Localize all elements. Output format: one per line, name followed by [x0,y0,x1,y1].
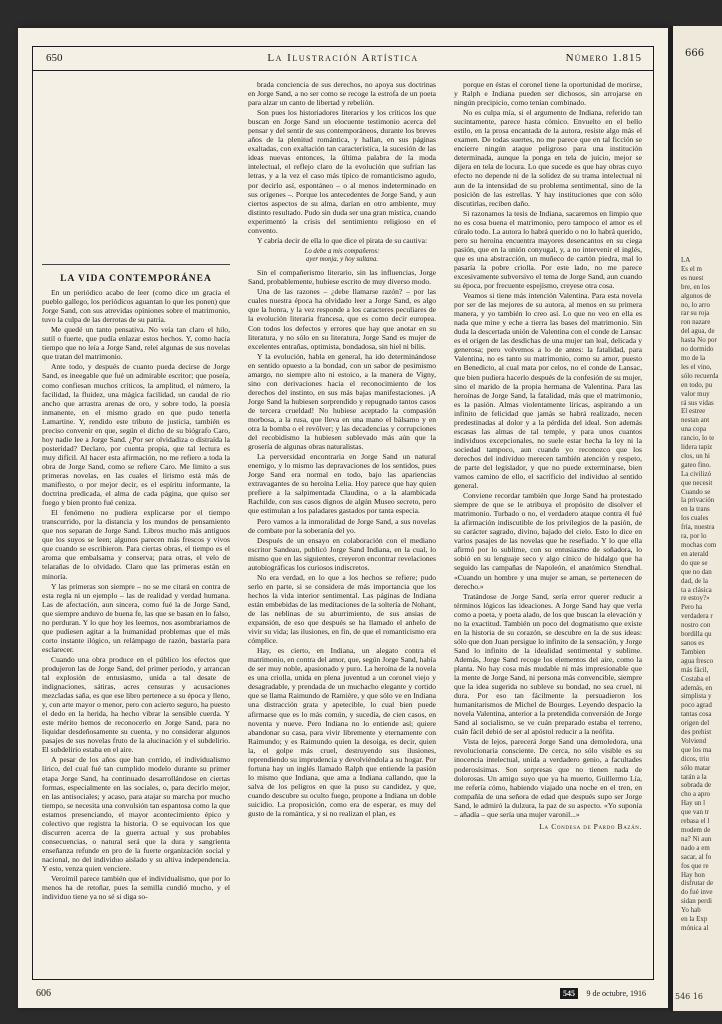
verse-line-2: ayer monja, y hoy sultana. [305,256,379,264]
paragraph: No era verdad, en lo que a los hechos se refiere; pudo serlo en parte, si se considera de más importancia que los hechos la vida interior sentimental. Las páginas de Indiana están embebidas de las meditaciones de la soltería de Nohant, de las neblinas de su aburrimiento, de sus ansias de expansión, de eso que después se ha llamado el anhelo de vivir su vida; las ilusiones, en fin, de que el romanticismo era cómplice. [248,572,436,646]
verse-line-1: Lo debe a mis compañeros: [304,247,380,255]
text-fragment: les el vino, [681,362,712,371]
paragraph: La perversidad encontraria en Jorge Sand un natural enemigo, y lo mismo las depravaciones de los sentidos, pues Jorge Sand era normal en todo, bajo las apariencias extravagantes de su heroína Lelia. Hoy parece que hay quien prefiere a la salpimentada Claudina, o a la alambicada Rachilde, con sus casos dignos de algún Museo secreto, pero que estimulan a los paladares gastados por tanta especia. [248,452,436,516]
text-fragment: Hay un l [681,799,706,808]
paragraph: En un periódico acabo de leer (como dice un gracia el pueblo gallego, los periódicos aguantan lo que les ponen) que Jorge Sand, con sus atrevidas opiniones sobre el matrimonio, tuvo la culpa de las derrotas de su patria. [42,288,230,325]
adjacent-page-text [681,256,722,1011]
paragraph: Vista de lejos, parecerá Jorge Sand una demoledora, una revolucionaria consciente. De cerca, no sólo visible es su inocencia intelectual, unida a verdadero genio, a facultades poderosísimas. Son sorpresas que no tienen nada de dolorosas. Un amigo suyo que ya ha muerto, Guillermo Lía, me refería cómo, habiendo viajado una noche en el tren, en compañía de una señora de edad que después supo ser Jorge Sand, le admiró la dulzura, la paz de su aspecto. «Yo suponía – añadía – que sería una mujer varonil...» [454,737,642,819]
footer-page-number: 606 [36,988,51,999]
text-fragment: Pero ha [681,603,703,612]
text-fragment: clos, un hi [681,451,710,460]
column-2 [248,80,436,970]
text-fragment: La civilizó [681,469,712,478]
paragraph: Son pues los historiadores literarios y los críticos los que buscan en Jorge Sand un elocuente testimonio acerca del pensar y del sentir de sus contemporáneos, durante los breves años de la plenitud romántica, y hallan, en sus páginas exaltadas, con exaltación tan característica, la sucesión de las ideas nuevas entonces, la última palabra de la moda intelectual, el reflejo claro de la evolución que sufrían las letras, y a la vez el caso más típico de romanticismo agudo, por decirlo así, espontáneo – o al menos indeterminado en sus orígenes –. Porque los antecedentes de Jorge Sand, y aun ciertos aspectos de su alma, darían en otro ambiente, muy distinto resultado. Pudo sin duda ser una gran mística, cuando experimentó la crisis del sentimiento religioso en el convento. [248,108,436,235]
paragraph: Y la evolución, habla en general, ha ido determinándose en sentido opuesto a la bondad, con un sabor de pesimismo amargo, no siempre alto ni estoico, a la manera de Vigny, sino con derivaciones hacia el reconocimiento de los derechos del instinto, en sus más bajas manifestaciones. ¡A Jorge Sand la hubiesen sorprendido y repugnado tantos casos de tercera crueldad! No hubiese aceptado la compasión morbosa, a la rusa, que lleva en una mano el bálsamo y en otra la bomba o el revólver; y las decadencias y corrupciones del recobidismo la hubiesen sublevado más aún que la grosería de algunas obras naturalistas. [248,351,436,452]
adjacent-page-number: 666 [685,48,705,59]
paragraph: Hay, es cierto, en Indiana, un alegato contra el matrimonio, en contra del amor, que, según Jorge Sand, había de ser muy noble, apasionado y puro. La heroína de la novela es una criolla, unida en plena juventud a un coronel viejo y desagradable, y prendada de un muchacho elegante y cortido que se llama Raimundo de Ramière, y que sólo ve en Indiana una distracción grata y apetecible, lo cual bien puede afirmarse que es lo más común, y sucedía, de cien casos, en noventa y nueve. Pero Indiana no lo entiende así; quiere abandonar su casa, para vivir libremente y eternamente con Raimundo; y es Raimundo quien la desoiga, es decir, quien la, el golpe más cruel, destruyendo sus ilusiones, reprendiendo su imprudencia y devolviéndola a su hogar. Por fortuna hay un inglés llamado Ralph que entiende la pasión lo mismo que Indiana, que ama a Indiana callando, que la salva de los peligros en que la puso su candidez, y que, cuando descubre su oculto fuego, propone a Indiana un doble suicidio. La proposición, como era de esperar, es muy del gusto de la romántica, y si no realizan el plan, es [248,646,436,819]
text-fragment: nestan ant [681,416,710,425]
footer-date: 9 de octubre, 1916 [586,989,646,998]
header-rule [32,70,654,71]
text-fragment: poco agrad [681,701,712,710]
text-fragment: sólo recuerda [681,371,719,380]
footer-badge: 545 [560,988,578,999]
text-fragment: tarán a la [681,772,707,781]
column-3-text [454,80,642,819]
text-fragment: que los ma [681,745,712,754]
section-title: LA VIDA CONTEMPORÁNEA [60,274,212,284]
paragraph: Ante todo, y después de cuanto pueda decirse de Jorge Sand, es ineegable que fué un admirable escritor; que poseía, como confiesan muchos críticos, la amplitud, el número, la facilidad, la fluidez, una mágica facilidad, un caudal de río ancho que arrastra arenas de oro, y sobre todo, la poesía inmanente, en el mismo grado en que pudo tenerla Lamartine. Y, rendido este tributo de justicia, también es preciso convenir en que, según el dicho de su biógrafo Caro, hoy nadie lee a Jorge Sand. ¿Por ser olvidadiza o distraída la posteridad? Declaro, por cuenta propia, que tal lectura es muy difícil. Al hacer esta afirmación, no me refiero a toda la obra de Jorge Sand, como se refiere Caro. Me limito a sus primeras novelas, en las cuales el lirismo está más de manifiesto, o por mejor decir, es el espíritu informante, la doctrina predicada, el alma de cada página, que quiso ser fuego y bien pronto fué ceniza. [42,362,230,508]
text-fragment: Yo hab [681,906,701,915]
text-fragment: rar su roja [681,309,710,318]
text-fragment: que necesit [681,478,713,487]
blank-space [42,80,230,260]
paragraph: Veroímil parece también que el individualismo, que por lo menos ha de retoñar, pues la semilla cundió mucho, y el individuo tiene ya no sé si diga so- [42,874,230,902]
text-fragment: sacar, al fo [681,852,712,861]
text-fragment: ra, por lo [681,532,707,541]
text-fragment: dicos, triu [681,754,709,763]
text-fragment: tantas cosa [681,710,712,719]
text-fragment: más fácil, [681,665,709,674]
text-fragment: lidera tapiz [681,443,713,452]
text-fragment: bordilla qu [681,630,712,639]
text-fragment: simplista y [681,692,712,701]
verse-quote [248,248,436,264]
text-fragment: rebasa el l [681,817,710,826]
paragraph: Conviene recordar también que Jorge Sand ha protestado siempre de que se le atribuya el propósito de disolver el matrimonio. Turbado o no, el verdadero ataque contra él fué la afirmación indiscutible de los privilegios de la pasión, de su carácter sagrado, divino, bajado del cielo. Esto lo dice en varios pasajes de las novelas que he resefiado. Y lo que ella afirmó por lo sublime, con su entusiasmo de soñadora, lo sobió en su lenguaje seco y algo cínico de hidalgo que ha seguido las campañas de Napoleón, el anatómico Stendhal. «Cuando un hombre y una mujer se aman, se pertenecen de derecho.» [454,491,642,591]
text-fragment: modem de [681,826,711,834]
paragraph: Veamos si tiene más intención Valentina. Para esta novela por ser de las mejores de su autora, al menos en su primera manera, y yo también lo creo así. Lo que no veo en ella es nada que mine y eche a tierra las bases del matrimonio. Sin duda la descertada unión de Valentina con el conde de Lansac es el origen de las desdichas de una mujer tan leal, delicada y generosa; pero volvemos a lo de antes: la fatalidad, para Valentina, no es tanto su matrimonio, como su amor, puesto en Benedicto, al cual mata por celos, no el conde de Lansac, que bien pudiera hacerlo después de la confesión de su mujer, sino el marido de la propia hermana de Valentina. Para las heroínas de Jorge Sand, la fatalidad, más que el matrimonio, es la pasión. Almas violentamente líricas, aspirando a un infinito de felicidad que jamás se habrá realizado, necen predestinadas al dolor y a la pérdida del ideal. Son además escasas las almas de tal temple, y para unos cuantos individuos excepcionales, no suele estar hecha la ley ni la sociedad tampoco, aun cuando yo reconozco que los derechos del individuo merecen también atención y respeto, de parte del legislador, y que no puede exterminarse, bien vamos camino de ello, el sacrificio del individuo al sentido general. [454,291,642,491]
text-fragment: una copa [681,425,707,434]
text-fragment: Volviend [681,736,707,745]
paragraph: Después de un ensayo en colaboración con el mediano escritor Sandeau, publicó Jorge Sand Indiana, en la cual, lo mismo que en las siguientes, creyeron encontrar revelaciones autobiográficas los curiosos indiscretos. [248,535,436,572]
text-fragment: Cuando se [681,487,711,496]
text-fragment: los cuales [681,514,709,523]
adjacent-page [670,26,722,1011]
text-fragment: hasta No por [681,336,717,345]
text-fragment: mónica al [681,923,709,932]
text-fragment: na? Ni aun [681,834,712,843]
paragraph: Una de las razones – ¿debe llamarse razón? – por las cuales nuestra época ha olvidado leer a Jorge Sand, es algo que la honra, y la vez responde a los caracteres peculiares de la evolución literaria francesa, que es como decir europea. Con todos los defectos y errores que hay que anotar en su literatura, y no sólo en su literatura, Jorge Sand es mujer de excelentes entrañas, optimista, bondadosa, sin hiel ni bilis. [248,287,436,351]
paragraph: Y cabría decir de ella lo que dice el pirata de su cautiva: [257,235,428,245]
text-fragment: en la Exp [681,915,708,924]
text-fragment: cho a apro [681,790,711,799]
text-fragment: no dormido [681,345,714,354]
text-fragment: fría, nuestra [681,523,715,532]
magazine-page [18,28,668,1008]
text-fragment: sidan perdi [681,897,712,906]
text-fragment: LA [681,256,691,264]
text-fragment: no, lo arro [681,300,710,309]
paragraph: El fenómeno no pudiera explicarse por el tiempo transcurrido, por la distancia y los mundos de pensamiento que nos separan de Jorge Sand. Libros mucho más antiguos que los suyos se leen; algunos parecen más frescos y vivos que cuando se escribieron. Para ciertas obras, el tiempo es el aroma que embalsama y conserva; para otras, el velo de telarañas de lo olvidado. Claro que las primeras están en minoría. [42,508,230,581]
text-fragment: agua fresco [681,656,714,665]
paragraph: Pero vamos a la inmoralidad de Jorge Sand, a sus novelas de combate por la soberanía del yo. [248,516,436,535]
header-page-number: 650 [46,52,63,64]
text-fragment: mo de la [681,353,706,362]
author-signature: La Condesa de Pardo Bazán. [539,821,642,831]
column-2-text-a [248,80,436,245]
text-fragment: mochas com [681,541,717,549]
text-fragment: nostro con [681,621,711,630]
column-2-text-b [248,268,436,818]
column-1-text [42,288,230,901]
paragraph: A pesar de los años que han corrido, el individualismo lírico, del cual fué tan cumplido modelo durante su primer etapa Jorge Sand, ha continuado desarrollándose en ciertas formas, especialmente en las sociales, o, para decirlo mejor, en las antisociales; y acaso, para atajar su marcha por mucho tiempo, se necesita una convulsión tan espantosa como la que estamos presenciando, el mayor acontecimiento épico y colectivo que registra la historia. O se equivocan los que discurren acerca de la guerra actual y sus probables consecuencias, o natural será que la dura y sangrienta enseñanza refunde en pro de la fuerte organización social y nacional, no del individuo aislado y su altiva independencia. Y esto, venza quien venciere. [42,755,230,873]
text-fragment: rancio, lo te [681,434,715,443]
paragraph: porque en éstas el coronel tiene la oportunidad de morirse, y Ralph e Indiana pueden ser dichosos, sin arrojarse en ningún precipicio, como tenían combinado. [454,80,642,108]
text-fragment: gateo fino. [681,460,711,469]
text-fragment: Costaba el [681,674,711,683]
text-fragment: re estoy?» [681,594,710,603]
text-fragment: además, en [681,683,713,692]
text-fragment: sólo matar [681,763,711,772]
text-fragment: dad, de la [681,576,709,585]
paragraph: No es culpa mía, si el argumento de Indiana, referido tan sucintamente, parece hasta cómico. Envuelto en el bello estilo, en la prosa encantada de la autora, resiste algo más el examen. De todas suertes, no me parece que en tal ficción se encierre ningún ataque peligroso para una institución determinada, aunque la ponga en tela de juicio, mejor se dijera en tela de locura. Lo que sucede es que hay obras cuyo efecto no depende ni de la solidez de su trama intelectual ni aun de la intensidad de su problema sentimental, sino de la posición de las estrellas. Y hay instituciones que con sólo discutirlas, reciben daño. [454,108,642,208]
text-fragment: Hay hon [681,870,705,879]
adjacent-footer-date: 16 [692,992,704,1001]
text-fragment: sobrada de [681,781,712,790]
text-fragment: sanos es [681,638,705,647]
paragraph: Y las primeras son siempre – no se me citará en contra de esta regla ni un ejemplo – las de realidad y verdad humana. Las de afectación, aun sincera, como fué la de Jorge Sand, que siempre anduvo de buena fe, las que se basan en lo falso, no perduran. Y lo que hoy les leemos, nos asombrariamos de que pudiesen agitar a la humanidad problemas que el más corto instante ilógico, un relámpago de razón, bastaría para esclarecer. [42,581,230,654]
text-fragment: origen del [681,719,710,728]
text-fragment: valor muy [681,389,710,398]
text-fragment: Tambien [681,647,706,656]
text-fragment: do fué inve [681,888,713,897]
header-issue-number: Número 1.815 [565,52,642,64]
text-fragment: bre, en los [681,282,710,291]
adjacent-footer-badge: 546 [675,992,691,1001]
text-fragment: verdadera r [681,612,713,621]
text-fragment: del agua, de [681,327,715,336]
text-fragment: en la trans [681,505,710,514]
text-fragment: que no dan [681,567,712,576]
text-fragment: fos que re [681,861,709,870]
text-fragment: ron nazare [681,318,711,327]
text-fragment: Es el m [681,264,702,273]
article-columns [42,80,646,970]
section-divider [42,264,230,265]
text-fragment: nado a em [681,843,710,852]
text-fragment: es nuest [681,273,704,282]
paragraph: Me quedé un tanto pensativa. No veía tan claro el hilo, sutil o fuerte, que pudía enlazar estos hechos. Y, como hacía tiempo que no leía a Jorge Sand, releí algunas de sus novelas que tratan del matrimonio. [42,325,230,362]
text-fragment: en todo, pu [681,380,713,389]
paragraph: brada conciencia de sus derechos, no apoya sus doctrinas en Jorge Sand, a no ser como se recoge la estrofa de un poeta para alzar un canto de libertad y rebelión. [248,80,436,108]
text-fragment: des prehist [681,728,712,737]
column-1 [42,80,230,970]
text-fragment: El estree [681,407,706,416]
adjacent-page-footer [675,992,703,1001]
column-3 [454,80,642,970]
text-fragment: do que se [681,558,708,567]
running-header [38,50,648,68]
text-fragment: la privación [681,496,715,505]
paragraph: Sin el compañerismo literario, sin las influencias, Jorge Sand, probablemente, hubiese escrito de muy diverso modo. [248,268,436,287]
text-fragment: que van tr [681,808,709,817]
text-fragment: disfrutar de [681,879,714,888]
paragraph: Si razonamos la tesis de Indiana, sacaremos en limpio que no es cosa buena el matrimonio, pero tampoco el amor es el cúralo todo. La autora lo habrá querido o no lo habrá querido, pero su heroína encuentra mayores desencantos en su ciega pasión, que en la unión conyugal, y, a no intervenir el inglés, que es una abstracción, un muñeco de cartón piedra, mal lo pasaría la pobre criolla. Por este lado, no me parece excesivamente subversivo el tema de Jorge Sand, aun cuando su época, por frecuente espejismo, creyese otra cosa. [454,208,642,291]
text-fragment: en aterald [681,549,709,558]
text-fragment: rá sus vidas [681,398,714,407]
paragraph: Tratándose de Jorge Sand, sería error querer reducir a términos lógicos las ideaciones. A Jorge Sand hay que verla como a poeta, y poeta alado, de los que buscan la elevación y no la exactitud. También un poco del dogmatismo que existe en la historia de su corazón, se descubre en la de sus ideas: sólo que don Juan persigue lo infinito de la sensación, y Jorge Sand lo infinito de la idealidad sentimental y sublime. Además, Jorge Sand recoge los elementos del aire, como la planta. No hay cosa más mudable ni más impresionable que la mente de Jorge Sand, ni persona más convencible, siempre que la idea sugerida no subleve su bondad, no sea cruel, ni dura. Por eso tan fácilmente la persuadieron los humanitarismos de Michel de Bourges. Leyendo despacio la novela Valentina, anterior a la pretendida conversión de Jorge Sand al socialismo, se ve cuán preparado estaba el terreno, cuán fácil debió de ser al apóstol reducir a la neófita. [454,591,642,737]
paragraph: Cuando una obra produce en el público los efectos que produjeron las de Jorge Sand, del primer período, y arrancan tal explosión de entusiasmo, unida a tal desate de indignaciones, sátiras, acres censuras y acusaciones mezcladas saña, es que ese libro pertenece a su época y lleno, y, con arte mayor o menor, pero con acierto seguro, ha puesto el dedo en la herida, ha hecho vibrar la sensible cuerda. Y este mérito hemos de reconocerlo en Jorge Sand, para no liquidar desdeñosamente su cuenta, y no considerar algunos pasajes de sus novelas fruto de la alucinación y el subdelirio. El subdelirio estaba en el aire. [42,654,230,755]
page-footer [36,988,650,1002]
text-fragment: algunos de [681,291,712,300]
text-fragment: ta a clásica [681,585,712,594]
header-title: La Ilustración Artística [267,52,419,64]
